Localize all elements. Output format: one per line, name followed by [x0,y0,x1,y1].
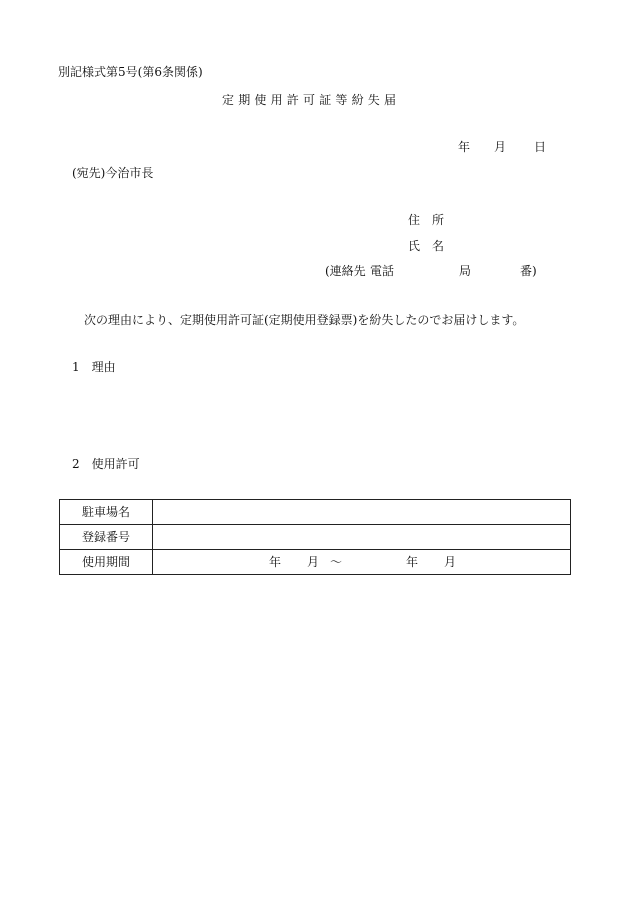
permit-table [59,499,571,575]
period-from-month: 月 [307,555,320,569]
phone-exchange-label: 局 [459,264,472,278]
phone-label: 電話 [370,264,395,278]
usage-period-field[interactable] [153,550,571,575]
table-row-usage-period [60,550,571,575]
usage-period-label: 使用期間 [60,550,153,575]
date-year-label: 年 [458,140,471,154]
registration-number-field[interactable] [153,525,571,550]
table-row-registration-number [60,525,571,550]
section-permit-heading: 2 使用許可 [72,457,140,471]
parking-name-label: 駐車場名 [60,500,153,525]
section-reason-heading: 1 理由 [72,360,116,374]
date-day-label: 日 [534,140,547,154]
date-month-label: 月 [494,140,507,154]
address-label: 住 所 [408,213,445,227]
period-from-year: 年 [269,555,282,569]
period-to-year: 年 [406,555,419,569]
phone-number-label: 番) [520,264,537,278]
period-to-month: 月 [444,555,457,569]
form-number: 別記様式第5号(第6条関係) [58,65,203,79]
name-label: 氏 名 [408,239,445,253]
table-row-parking-name [60,500,571,525]
registration-number-label: 登録番号 [60,525,153,550]
statement-text: 次の理由により、定期使用許可証(定期使用登録票)を紛失したのでお届けします。 [84,313,525,327]
document-title: 定期使用許可証等紛失届 [222,93,401,107]
contact-label: (連絡先 [325,264,366,278]
parking-name-field[interactable] [153,500,571,525]
addressee: (宛先)今治市長 [72,166,154,180]
period-tilde: 〜 [330,555,343,569]
